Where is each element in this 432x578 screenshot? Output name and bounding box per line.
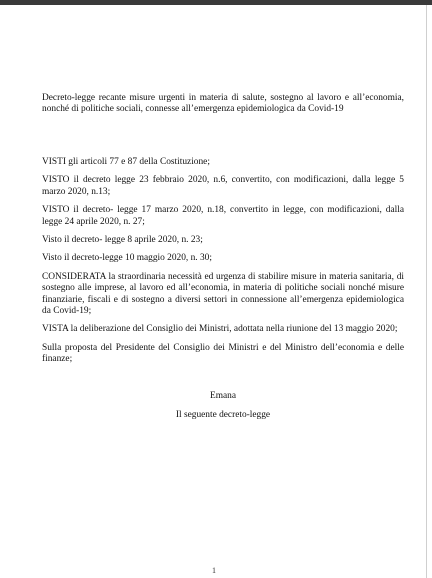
document-page xyxy=(1,5,427,578)
preamble-paragraph-3: VISTO il decreto- legge 17 marzo 2020, n.18, convertito in legge, con modificazioni, dalla legge 24 aprile 2020, n. 27; xyxy=(42,205,404,227)
preamble-paragraph-4: Visto il decreto- legge 8 aprile 2020, n. 23; xyxy=(42,235,203,246)
preamble-paragraph-6: CONSIDERATA la straordinaria necessità ed urgenza di stabilire misure in materia sanitaria, di sostegno alle imprese, al lavoro ed all’economia, in materia di politiche sociali nonché misure finanziarie, fiscali e di sostegno a diversi settori in connessione all’emergenza epidemiologica da Covid-19; xyxy=(42,271,404,317)
decree-intro-line: Il seguente decreto-legge xyxy=(175,410,271,420)
document-title: Decreto-legge recante misure urgenti in materia di salute, sostegno al lavoro e all’economia, nonché di politiche sociali, connesse all’emergenza epidemiologica da Covid-19 xyxy=(42,93,404,115)
emana-line: Emana xyxy=(209,391,237,401)
preamble-paragraph-2: VISTO il decreto legge 23 febbraio 2020, n.6, convertito, con modificazioni, dalla legge 5 marzo 2020, n.13; xyxy=(42,175,404,197)
preamble-paragraph-5: Visto il decreto-legge 10 maggio 2020, n. 30; xyxy=(42,253,212,264)
preamble-paragraph-7: VISTA la deliberazione del Consiglio dei Ministri, adottata nella riunione del 13 maggio 2020; xyxy=(42,324,398,335)
preamble-paragraph-8: Sulla proposta del Presidente del Consiglio dei Ministri e del Ministro dell’economia e delle finanze; xyxy=(42,342,404,365)
preamble xyxy=(42,155,404,373)
page-number: 1 xyxy=(212,566,216,575)
preamble-paragraph-1: VISTI gli articoli 77 e 87 della Costituzione; xyxy=(42,157,210,167)
